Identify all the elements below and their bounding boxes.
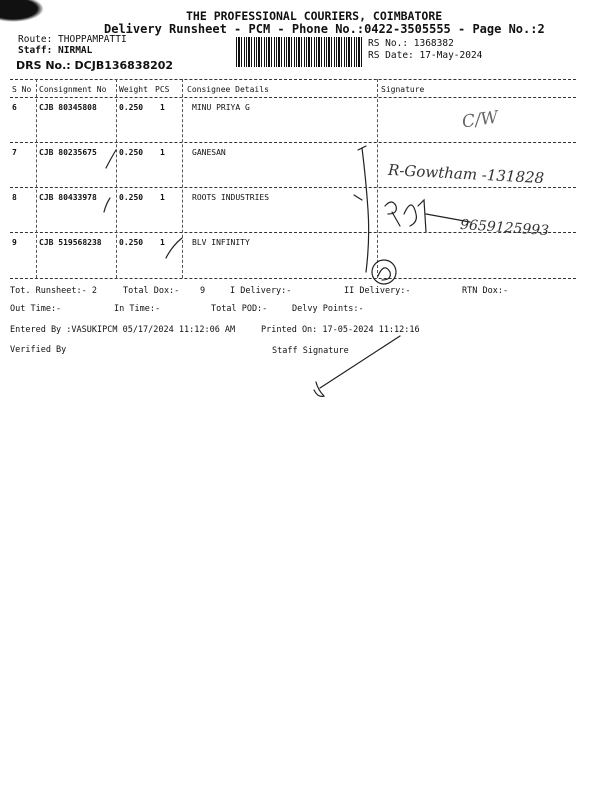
table-row-weight: 0.250 xyxy=(119,148,144,157)
col-header-consignment: Consignment No xyxy=(39,85,107,94)
table-row-consignee: GANESAN xyxy=(192,148,226,157)
tot-runsheet: Tot. Runsheet:- 2 xyxy=(10,286,97,296)
verified-by: Verified By xyxy=(10,345,67,355)
entered-by: Entered By :VASUKIPCM 05/17/2024 11:12:06 AM xyxy=(10,325,236,335)
table-row-pcs: 1 xyxy=(160,103,165,112)
staff-signature-label: Staff Signature xyxy=(272,346,349,356)
table-row-pcs: 1 xyxy=(160,148,165,157)
printed-on: Printed On: 17-05-2024 11:12:16 xyxy=(261,325,420,335)
col-header-pcs: PCS xyxy=(155,85,170,94)
col-header-sno: S No xyxy=(12,85,32,94)
table-row-pcs: 1 xyxy=(160,193,165,202)
i-delivery: I Delivery:- xyxy=(230,286,292,296)
table-row-weight: 0.250 xyxy=(119,238,144,247)
table-row-sno: 7 xyxy=(12,148,17,157)
table-row-consignment: CJB 80345808 xyxy=(39,103,97,112)
handwritten-receiver-row7: R-Gowtham -131828 xyxy=(387,160,545,188)
handwritten-phone-row8: 9659125993 xyxy=(459,216,550,240)
handwritten-note-row6: C/W xyxy=(460,107,500,133)
table-row-sno: 9 xyxy=(12,238,17,247)
table-row-sno: 6 xyxy=(12,103,17,112)
table-row-weight: 0.250 xyxy=(119,193,144,202)
table-row-consignment: CJB 519568238 xyxy=(39,238,102,247)
rs-date: RS Date: 17-May-2024 xyxy=(368,50,483,61)
staff-label: Staff: NIRMAL xyxy=(18,45,93,56)
runsheet-title: Delivery Runsheet - PCM - Phone No.:0422-3505555 - Page No.:2 xyxy=(104,22,545,36)
table-row-pcs: 1 xyxy=(160,238,165,247)
company-name: THE PROFESSIONAL COURIERS, COIMBATORE xyxy=(186,9,443,23)
route-label: Route: THOPPAMPATTI xyxy=(18,34,127,45)
col-header-signature: Signature xyxy=(381,85,425,94)
rs-number: RS No.: 1368382 xyxy=(368,38,454,49)
out-time: Out Time:- xyxy=(10,304,62,314)
in-time: In Time:- xyxy=(114,304,161,314)
total-dox-value: 9 xyxy=(200,286,206,296)
delvy-points: Delvy Points:- xyxy=(292,304,364,314)
col-header-consignee: Consignee Details xyxy=(187,85,269,94)
table-row-sno: 8 xyxy=(12,193,17,202)
table-row-consignee: BLV INFINITY xyxy=(192,238,250,247)
drs-number: DRS No.: DCJB136838202 xyxy=(16,59,174,72)
ii-delivery: II Delivery:- xyxy=(344,286,411,296)
col-header-weight: Weight xyxy=(119,85,148,94)
table-row-consignment: CJB 80433978 xyxy=(39,193,97,202)
rtn-dox: RTN Dox:- xyxy=(462,286,509,296)
table-row-consignee: ROOTS INDUSTRIES xyxy=(192,193,270,202)
table-row-weight: 0.250 xyxy=(119,103,144,112)
table-row-consignee: MINU PRIYA G xyxy=(192,103,250,112)
total-pod: Total POD:- xyxy=(211,304,268,314)
table-row-consignment: CJB 80235675 xyxy=(39,148,97,157)
total-dox-label: Total Dox:- xyxy=(123,286,180,296)
